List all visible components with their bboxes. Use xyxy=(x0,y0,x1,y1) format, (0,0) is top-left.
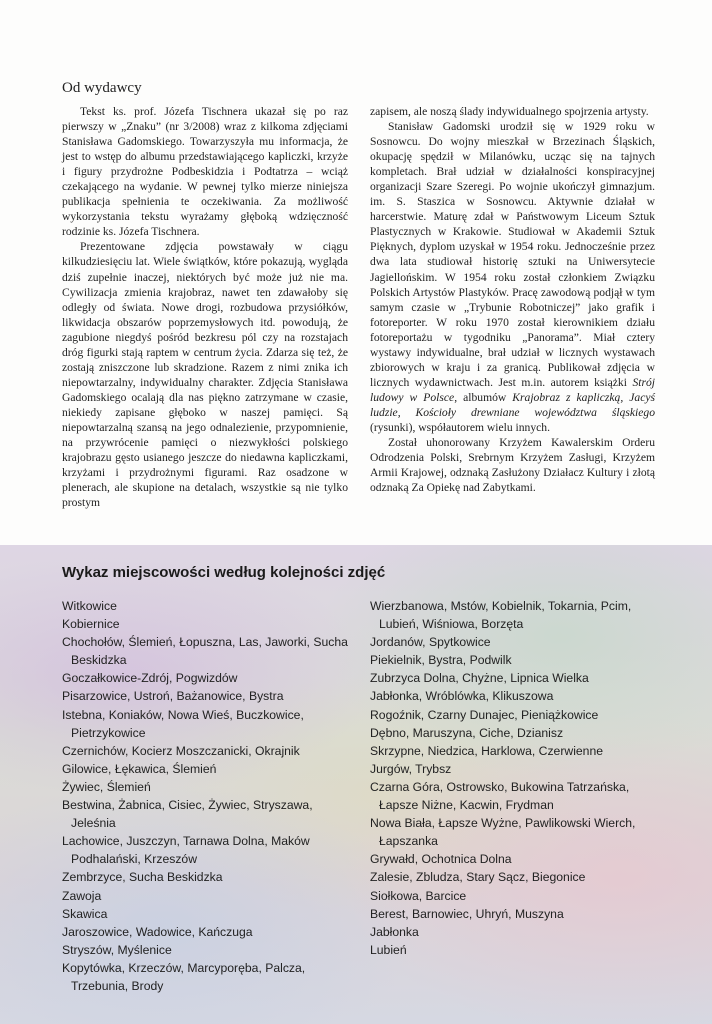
locations-section xyxy=(0,545,712,1024)
list-item: Czernichów, Kocierz Moszczanicki, Okrajnik xyxy=(62,743,300,758)
list-item: Wierzbanowa, Mstów, Kobielnik, Tokarnia, Pcim, Lubień, Wiśniowa, Borzęta xyxy=(370,599,632,632)
list-item: Zembrzyce, Sucha Beskidzka xyxy=(62,870,223,885)
list-item: Grywałd, Ochotnica Dolna xyxy=(370,852,512,867)
text-span: (rysunki), współautorem wielu innych. xyxy=(370,420,550,434)
locations-heading: Wykaz miejscowości według kolejności zdjęć xyxy=(62,564,386,581)
list-item: Nowa Biała, Łapsze Wyżne, Pawlikowski Wierch, Łapszanka xyxy=(370,816,636,849)
list-item: Goczałkowice-Zdrój, Pogwizdów xyxy=(62,671,238,686)
text-column-left xyxy=(62,104,348,510)
list-item: Jabłonka xyxy=(370,924,419,939)
list-item: Zubrzyca Dolna, Chyżne, Lipnica Wielka xyxy=(370,671,589,686)
locations-list-right xyxy=(370,597,670,959)
text-span: Stanisław Gadomski urodził się w 1929 roku w Sosnowcu. Do wojny mieszkał w Brzezinach Śląskich, okupację spędził w Milanówku, ucząc się na tajnych kompletach. Brał udział w działalności konspiracyjnej organizacji Szare Szeregi. Po wojnie ukończył gimnazjum. im. S. Staszica w Sosnowcu. Aktywnie działał w harcerstwie. Maturę zdał w Państwowym Liceum Sztuk Plastycznych w Krakowie. Studiował w Akademii Sztuk Pięknych, dyplom uzyskał w 1954 roku. Jednocześnie przez dwa lata studiował historię sztuki na Uniwersytecie Jagiellońskim. W 1954 roku został członkiem Związku Polskich Artystów Plastyków. Pracę zawodową podjął w tym samym czasie w „Trybunie Robotniczej” jako grafik i fotoreporter. W roku 1970 został kierownikiem działu fotoreportażu w tygodniku „Panorama”. Miał cztery wystawy indywidualne, brał udział w licznych wystawach zbiorowych w kraju i za granicą. Publikował zdjęcia w licznych wydawnictwach. Jest m.in. autorem książki xyxy=(370,120,655,389)
list-item: Czarna Góra, Ostrowsko, Bukowina Tatrzańska, Łapsze Niżne, Kacwin, Frydman xyxy=(370,779,630,813)
list-item: Stryszów, Myślenice xyxy=(62,942,172,957)
list-item: Berest, Barnowiec, Uhryń, Muszyna xyxy=(370,906,564,921)
list-item: Kobiernice xyxy=(62,617,120,632)
list-item: Kopytówka, Krzeczów, Marcyporęba, Palcza, Trzebunia, Brody xyxy=(62,960,306,993)
list-item: Jabłonka, Wróblówka, Klikuszowa xyxy=(370,689,554,704)
list-item: Rogoźnik, Czarny Dunajec, Pieniążkowice xyxy=(370,707,599,722)
list-item: Siołkowa, Barcice xyxy=(370,888,467,903)
list-item: Zalesie, Zbludza, Stary Sącz, Biegonice xyxy=(370,870,586,885)
list-item: Gilowice, Łękawica, Ślemień xyxy=(62,761,217,776)
text-column-right xyxy=(370,104,655,495)
list-item: Chochołów, Ślemień, Łopuszna, Las, Jaworki, Sucha Beskidzka xyxy=(62,635,348,668)
list-item: Dębno, Maruszyna, Ciche, Dzianisz xyxy=(370,725,564,740)
list-item: Istebna, Koniaków, Nowa Wieś, Buczkowice, Pietrzykowice xyxy=(62,707,304,740)
list-item: Żywiec, Ślemień xyxy=(62,779,151,794)
text-span: , albumów xyxy=(454,390,513,404)
paragraph: Tekst ks. prof. Józefa Tischnera ukazał się po raz pierwszy w „Znaku” (nr 3/2008) wraz z kilkoma zdjęciami Stanisława Gadomskiego. Towarzyszyła mu informacja, że jest to wstęp do albumu przedstawiającego kapliczki, krzyże i figury przydrożne Podbeskidzia i Podtatrza – wciąż czekającego na wydanie. W pewnej tylko mierze niniejsza publikacja spełnienia te oczekiwania. Za możliwość wykorzystania tekstu wyrażamy głęboką wdzięczność rodzinie ks. Józefa Tischnera. xyxy=(62,105,348,239)
list-item: Witkowice xyxy=(62,599,117,613)
list-item: Piekielnik, Bystra, Podwilk xyxy=(370,653,512,668)
list-item: Lubień xyxy=(370,942,407,957)
paragraph: Prezentowane zdjęcia powstawały w ciągu kilkudziesięciu lat. Wiele świątków, które pokazują, wygląda dziś zupełnie inaczej, niektórych być może już nie ma. Cywilizacja zmienia krajobraz, nawet ten zdawałoby się odległy od świata. Nowe drogi, rozbudowa przysiółków, likwidacja obszarów poprzemysłowych itd. powodują, że zagubione niegdyś pośród bezkresu pól czy na rozstajach dróg figurki stają raptem w centrum życia. Zdarza się też, że zostają zniszczone lub skradzione. Razem z nimi znika ich niepowtarzalny, indywidualny charakter. Zdjęcia Stanisława Gadomskiego ocalają dla nas piękno zatrzymane w czasie, niekiedy zapisane głęboko w naszej pamięci. Są niepowtarzalną szansą na jego odnalezienie, przypomnienie, na przywrócenie pamięci o niezwykłości polskiego krajobrazu gęsto usianego jeszcze do niedawna kapliczkami, krzyżami i przydrożnymi figurami. Raz osadzone w plenerach, ale skupione na detalach, wszystkie są nie tylko prostym xyxy=(62,240,348,510)
list-item: Zawoja xyxy=(62,888,102,903)
list-item: Skrzypne, Niedzica, Harklowa, Czerwienne xyxy=(370,743,604,758)
list-item: Skawica xyxy=(62,906,108,921)
paragraph: Został uhonorowany Krzyżem Kawalerskim Orderu Odrodzenia Polski, Srebrnym Krzyżem Zasługi, Krzyżem Armii Krajowej, odznaką Zasłużony Działacz Kultury i złotą odznaką Za Opiekę nad Zabytkami. xyxy=(370,436,655,495)
biography-paragraph xyxy=(370,119,655,435)
book-title: Krajobraz z kapliczką, Jacyś ludzie, Kościoły drewniane województwa śląskiego xyxy=(370,390,655,419)
list-item: Jaroszowice, Wadowice, Kańczuga xyxy=(62,924,253,939)
book-title: Strój ludowy w Polsce xyxy=(370,375,655,404)
list-item: Lachowice, Juszczyn, Tarnawa Dolna, Maków Podhalański, Krzeszów xyxy=(62,834,310,867)
paragraph: zapisem, ale noszą ślady indywidualnego spojrzenia artysty. xyxy=(370,105,649,118)
list-item: Pisarzowice, Ustroń, Bażanowice, Bystra xyxy=(62,689,284,704)
list-item: Jordanów, Spytkowice xyxy=(370,635,491,650)
list-item: Jurgów, Trybsz xyxy=(370,761,452,776)
list-item: Bestwina, Żabnica, Cisiec, Żywiec, Stryszawa, Jeleśnia xyxy=(62,798,313,831)
section-heading: Od wydawcy xyxy=(62,80,142,96)
locations-list-left xyxy=(62,597,352,995)
